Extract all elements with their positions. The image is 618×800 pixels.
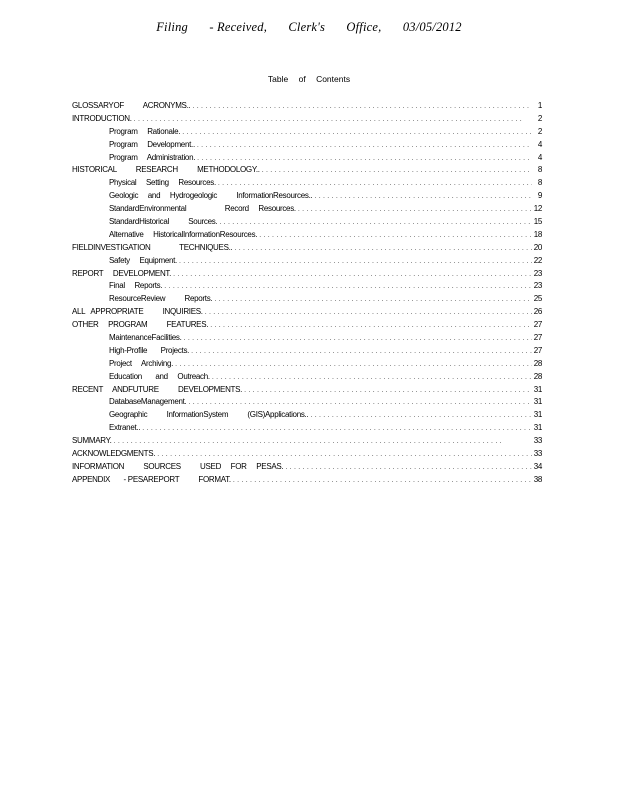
- toc-entry-page: 31: [533, 423, 542, 433]
- toc-entry: [72, 396, 542, 409]
- toc-entry-label: Geographic InformationSystem (GIS)Applications..: [109, 410, 309, 420]
- toc-entry-page: 9: [537, 191, 542, 201]
- toc-entry: [72, 345, 542, 358]
- toc-entry: [72, 177, 542, 190]
- dot-leader: [179, 256, 532, 269]
- toc-entry-label: Final Reports.: [109, 281, 163, 291]
- dot-leader: [197, 140, 532, 153]
- dot-leader: [182, 127, 532, 140]
- toc-entry-page: 31: [533, 410, 542, 420]
- dot-leader: [219, 217, 531, 230]
- toc-entry: [72, 474, 542, 487]
- toc-entry-label: Project Archiving.: [109, 358, 174, 368]
- toc-entry-label: Physical Setting Resources.: [109, 178, 216, 188]
- toc-entry-page: 20: [533, 242, 542, 252]
- toc-entry: [72, 306, 542, 319]
- dot-leader: [175, 359, 532, 372]
- toc-entry: [72, 203, 542, 216]
- toc-entry-label: StandardEnvironmental Record Resources.: [109, 204, 296, 214]
- toc-entry: [72, 242, 542, 255]
- dot-leader: [314, 191, 532, 204]
- toc-title: [0, 74, 618, 84]
- toc-entry-label: ALL APPROPRIATE INQUIRIES.: [72, 307, 203, 317]
- toc-entry-label: High-Profile Projects.: [109, 345, 190, 355]
- toc-entry-page: 34: [533, 461, 542, 471]
- toc-entry: [72, 229, 542, 242]
- toc-entry: [72, 113, 542, 126]
- toc-entry: [72, 332, 542, 345]
- toc-entry-page: 23: [533, 268, 542, 278]
- dot-leader: [142, 423, 531, 436]
- dot-leader: [210, 320, 532, 333]
- dot-leader: [134, 114, 532, 127]
- toc-entry-label: Program Rationale.: [109, 126, 181, 136]
- toc-entry: [72, 448, 542, 461]
- toc-entry: [72, 152, 542, 165]
- toc-entry-page: 26: [533, 307, 542, 317]
- toc-entry: [72, 422, 542, 435]
- toc-entry-label: Geologic and Hydrogeologic InformationResources..: [109, 191, 313, 201]
- toc-entry-label: ACKNOWLEDGMENTS.: [72, 449, 156, 459]
- dot-leader: [233, 475, 532, 488]
- header-part-office: Office,: [346, 20, 382, 34]
- toc-entry: [72, 139, 542, 152]
- toc-entry-label: ResourceReview Reports.: [109, 294, 213, 304]
- dot-leader: [285, 462, 531, 475]
- toc-entry: [72, 255, 542, 268]
- toc-entry: [72, 190, 542, 203]
- toc-entry-label: Program Development..: [109, 139, 195, 149]
- toc-entry: [72, 358, 542, 371]
- dot-leader: [173, 269, 532, 282]
- toc-entry-page: 2: [537, 113, 542, 123]
- header-part-clerks: Clerk's: [288, 20, 326, 34]
- toc-entry: [72, 371, 542, 384]
- toc-entry-label: FIELDINVESTIGATION TECHNIQUES..: [72, 242, 233, 252]
- toc-entry-label: RECENT ANDFUTURE DEVELOPMENTS.: [72, 384, 243, 394]
- toc-entry-label: GLOSSARYOF ACRONYMS..: [72, 101, 191, 110]
- toc-entry-page: 4: [537, 139, 542, 149]
- dot-leader: [191, 346, 532, 359]
- toc-entry-page: 28: [533, 371, 542, 381]
- toc-entry-page: 1: [537, 101, 542, 110]
- table-of-contents: [72, 100, 542, 487]
- toc-entry-page: 28: [533, 358, 542, 368]
- dot-leader: [298, 204, 532, 217]
- toc-entry-page: 22: [533, 255, 542, 265]
- dot-leader: [212, 372, 532, 385]
- dot-leader: [259, 230, 532, 243]
- dot-leader: [310, 410, 531, 423]
- dot-leader: [214, 294, 531, 307]
- toc-entry-page: 38: [533, 474, 542, 484]
- header-part-received: - Received,: [209, 20, 268, 34]
- dot-leader: [262, 165, 532, 178]
- toc-entry-page: 4: [537, 152, 542, 162]
- toc-entry-label: Extranet..: [109, 423, 141, 433]
- toc-entry: [72, 293, 542, 306]
- toc-entry-label: Safety Equipment.: [109, 255, 177, 265]
- toc-entry-page: 25: [533, 294, 542, 304]
- dot-leader: [205, 307, 532, 320]
- toc-entry: [72, 100, 542, 113]
- toc-title-word: of: [298, 74, 306, 84]
- dot-leader: [192, 101, 532, 114]
- toc-entry-label: StandardHistorical Sources.: [109, 217, 218, 227]
- toc-entry-page: 27: [533, 320, 542, 330]
- toc-entry-page: 31: [533, 397, 542, 407]
- toc-entry-label: INTRODUCTION.: [72, 113, 132, 123]
- toc-entry-label: MaintenanceFacilities.: [109, 333, 182, 343]
- dot-leader: [184, 333, 532, 346]
- toc-entry: [72, 461, 542, 474]
- header-part-filing: Filing: [156, 20, 188, 34]
- toc-entry: [72, 319, 542, 332]
- toc-entry-page: 27: [533, 345, 542, 355]
- toc-entry-page: 31: [533, 384, 542, 394]
- toc-entry-label: HISTORICAL RESEARCH METHODOLOGY..: [72, 165, 260, 175]
- toc-title-word: Table: [267, 74, 289, 84]
- toc-entry-label: OTHER PROGRAM FEATURES.: [72, 320, 209, 330]
- toc-entry: [72, 164, 542, 177]
- toc-entry-page: 15: [533, 217, 542, 227]
- toc-entry-label: SUMMARY.: [72, 436, 112, 446]
- toc-entry-page: 12: [533, 204, 542, 214]
- dot-leader: [234, 243, 531, 256]
- toc-entry-page: 18: [533, 229, 542, 239]
- toc-entry-label: DatabaseManagement.: [109, 397, 187, 407]
- toc-entry: [72, 126, 542, 139]
- dot-leader: [114, 436, 532, 449]
- toc-entry-label: APPENDIX - PESAREPORT FORMAT.: [72, 474, 231, 484]
- dot-leader: [164, 281, 531, 294]
- toc-entry-page: 8: [537, 178, 542, 188]
- toc-entry-page: 23: [533, 281, 542, 291]
- toc-entry-page: 8: [537, 165, 542, 175]
- toc-entry-label: REPORT DEVELOPMENT.: [72, 268, 172, 278]
- toc-entry-page: 33: [533, 449, 542, 459]
- filing-header: [0, 20, 618, 35]
- toc-title-word: Contents: [316, 74, 351, 84]
- dot-leader: [244, 385, 532, 398]
- toc-entry: [72, 268, 542, 281]
- toc-entry: [72, 280, 542, 293]
- toc-entry-label: Education and Outreach.: [109, 371, 210, 381]
- toc-entry: [72, 216, 542, 229]
- toc-entry-page: 27: [533, 333, 542, 343]
- toc-entry-label: Alternative HistoricalInformationResources.: [109, 229, 258, 239]
- toc-entry-label: INFORMATION SOURCES USED FOR PESAS.: [72, 461, 284, 471]
- toc-entry: [72, 409, 542, 422]
- toc-entry: [72, 384, 542, 397]
- toc-entry-page: 2: [537, 126, 542, 136]
- toc-entry-label: Program Administration.: [109, 152, 196, 162]
- header-part-date: 03/05/2012: [402, 20, 462, 34]
- toc-entry-page: 33: [533, 436, 542, 446]
- toc-entry: [72, 435, 542, 448]
